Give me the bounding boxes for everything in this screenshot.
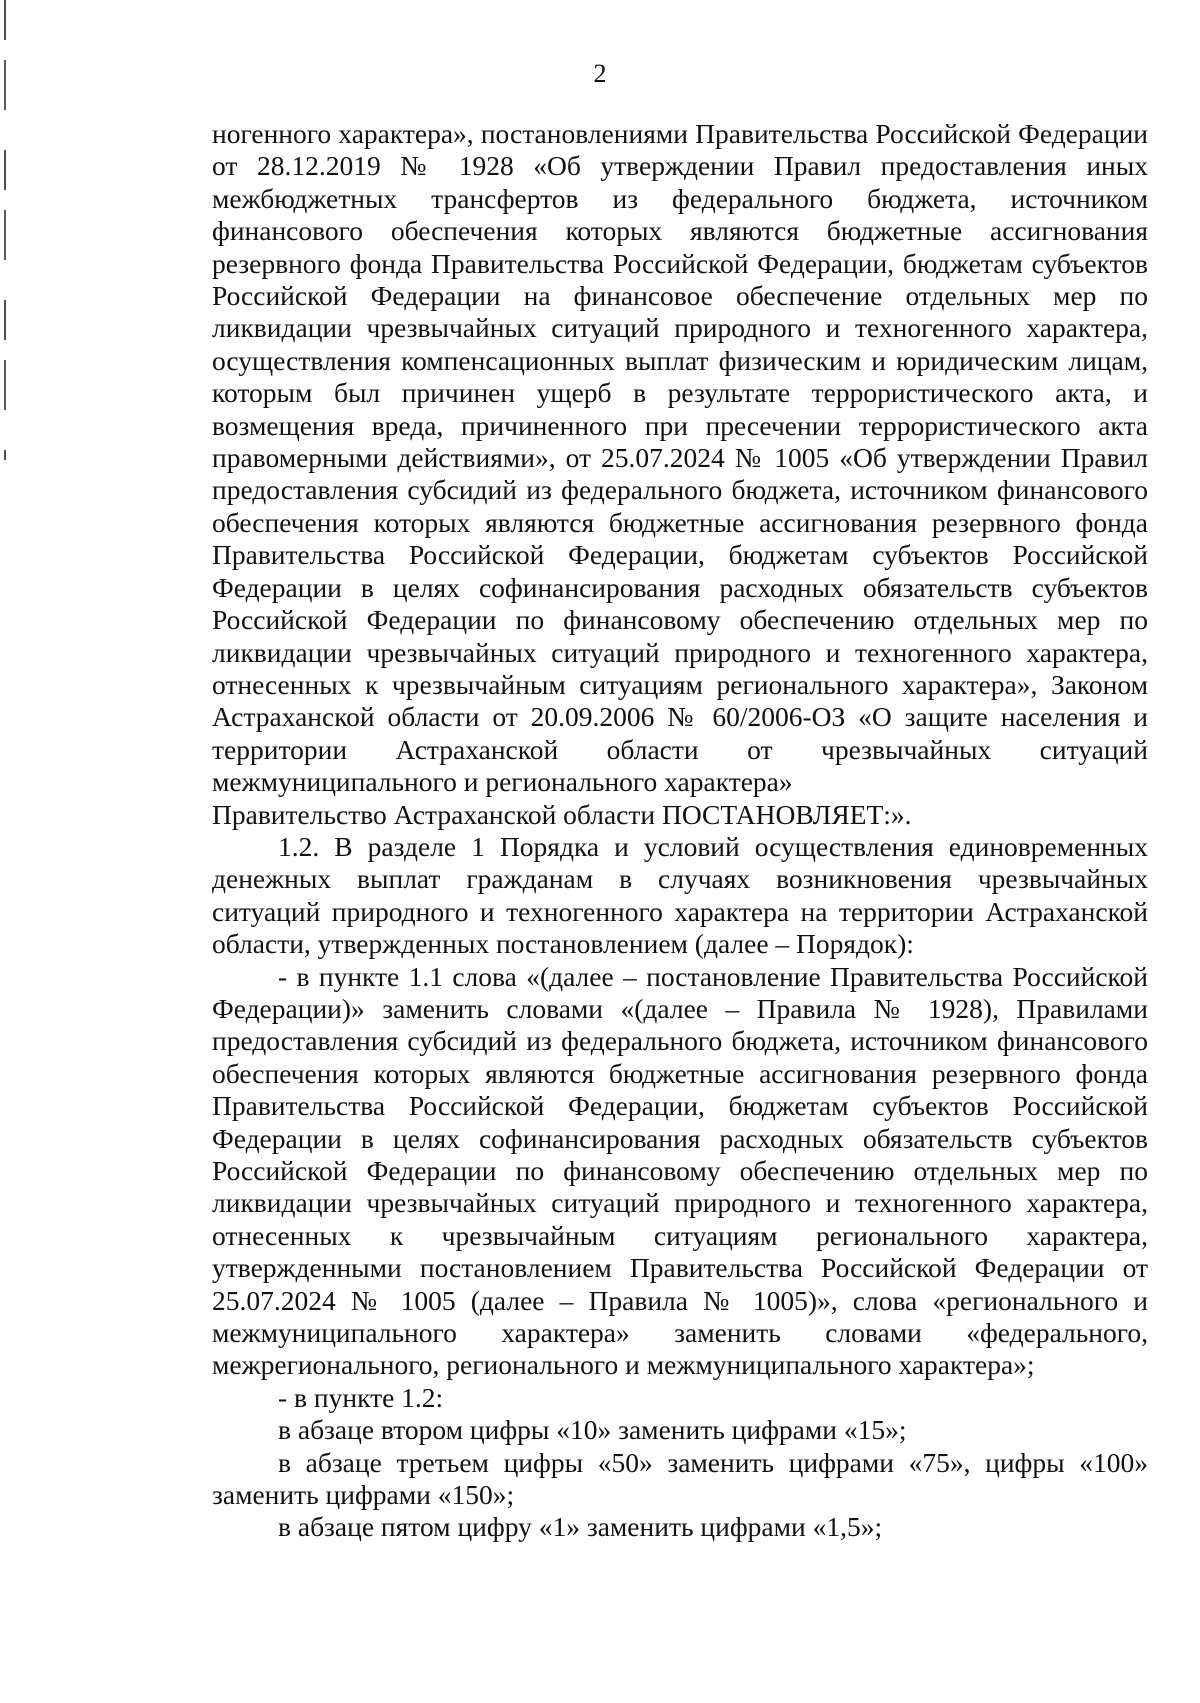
paragraph-third-abzac: в абзаце третьем цифры «50» заменить цифрами «75», цифры «100» заменить цифрами «150»; (212, 1446, 1148, 1511)
paragraph-preamble-continuation: ногенного характера», постановлениями Правительства Российской Федерации от 28.12.2019 № 1928 «Об утверждении Правил предоставления иных межбюджетных трансфертов из федерального бюджета, источником финансового обеспечения которых являются бюджетные ассигнования резервного фонда Правительства Российской Федерации, бюджетам субъектов Российской Федерации на финансовое обеспечение отдельных мер по ликвидации чрезвычайных ситуаций природного и техногенного характера, осуществления компенсационных выплат физическим и юридическим лицам, которым был причинен ущерб в результате террористического акта, и возмещения вреда, причиненного при пресечении террористического акта правомерными действиями», от 25.07.2024 № 1005 «Об утверждении Правил предоставления субсидий из федерального бюджета, источником финансового обеспечения которых являются бюджетные ассигнования резервного фонда Правительства Российской Федерации, бюджетам субъектов Российской Федерации в целях софинансирования расходных обязательств субъектов Российской Федерации по финансовому обеспечению отдельных мер по ликвидации чрезвычайных ситуаций природного и техногенного характера, отнесенных к чрезвычайным ситуациям регионального характера», Законом Астраханской области от 20.09.2006 № 60/2006-ОЗ «О защите населения и территории Астраханской области от чрезвычайных ситуаций межмуниципального и регионального характера» (212, 118, 1148, 798)
document-body (212, 118, 1148, 1544)
paragraph-resolves: Правительство Астраханской области ПОСТАНОВЛЯЕТ:». (212, 798, 912, 830)
paragraph-point-1-1-amendment: - в пункте 1.1 слова «(далее – постановление Правительства Российской Федерации)» заменить словами «(далее – Правила № 1928), Правилами предоставления субсидий из федерального бюджета, источником финансового обеспечения которых являются бюджетные ассигнования резервного фонда Правительства Российской Федерации, бюджетам субъектов Российской Федерации в целях софинансирования расходных обязательств субъектов Российской Федерации по финансовому обеспечению отдельных мер по ликвидации чрезвычайных ситуаций природного и техногенного характера, отнесенных к чрезвычайным ситуациям регионального характера, утвержденными постановлением Правительства Российской Федерации от 25.07.2024 № 1005 (далее – Правила № 1005)», слова «регионального и межмуниципального характера» заменить словами «федерального, межрегионального, регионального и межмуниципального характера»; (212, 960, 1148, 1381)
paragraph-second-abzac: в абзаце втором цифры «10» заменить цифрами «15»; (278, 1414, 907, 1446)
paragraph-fifth-abzac: в абзаце пятом цифру «1» заменить цифрами «1,5»; (278, 1511, 883, 1543)
paragraph-point-1-2-heading: - в пункте 1.2: (278, 1381, 444, 1413)
paragraph-item-1-2: 1.2. В разделе 1 Порядка и условий осуществления единовременных денежных выплат гражданам в случаях возникновения чрезвычайных ситуаций природного и техногенного характера на территории Астраханской области, утвержденных постановлением (далее – Порядок): (212, 830, 1148, 960)
page-number: 2 (593, 59, 607, 88)
